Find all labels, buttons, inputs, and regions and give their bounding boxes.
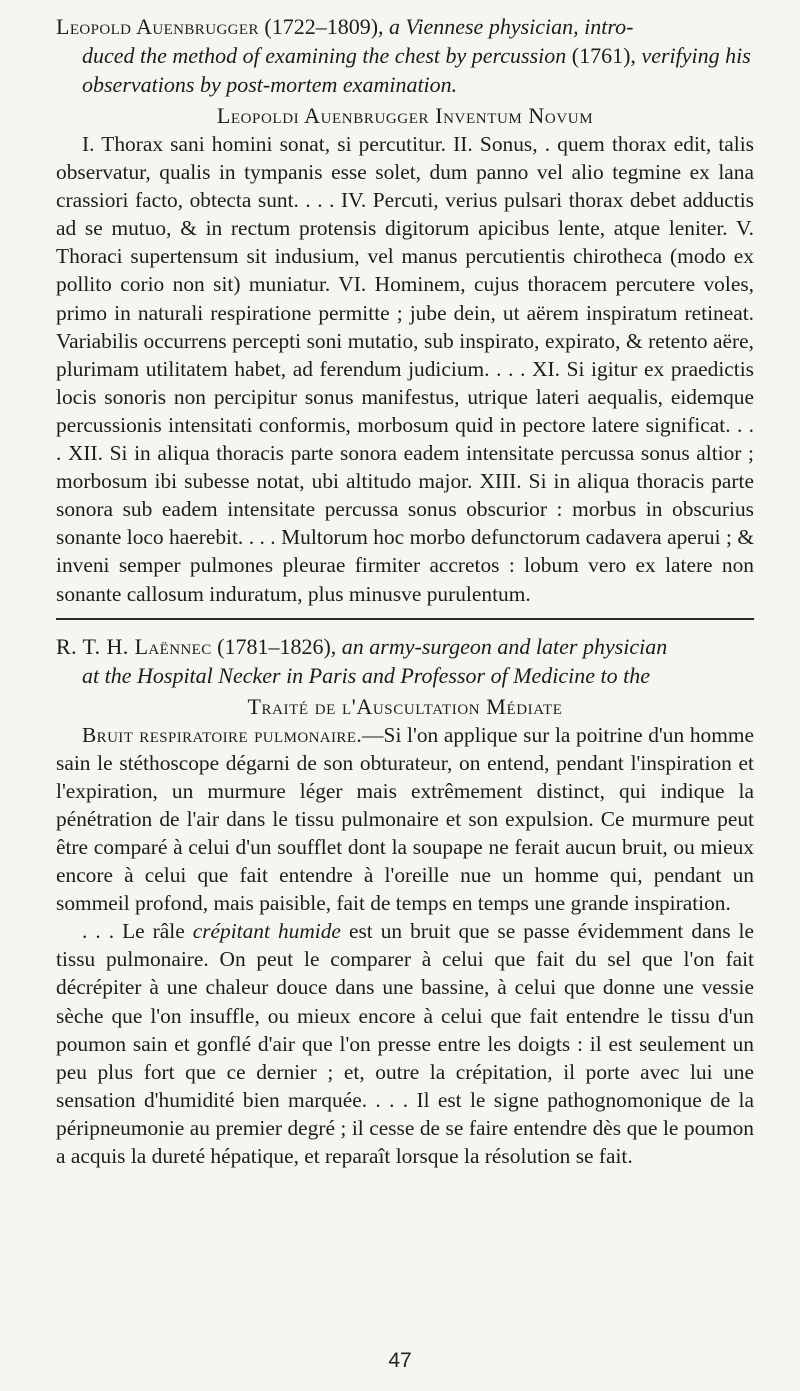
author-description-end: verifying his observations by post-mortem examination. [82, 43, 751, 97]
author-description: an army-surgeon and later physician [341, 633, 668, 659]
french-paragraph-1 [56, 721, 754, 918]
paragraph-italic-term: crépitant humide [192, 919, 341, 944]
paragraph-start: . . . Le râle [82, 919, 185, 944]
latin-passage: I. Thorax sani homini sonat, si percutitur. II. Sonus, . quem thorax edit, talis observatur, qualis in tympanis esse solet, dum panno vel alio tegmine ex lana crassiori facto, obtecta sunt. . . . IV. Percuti, verius pulsari thorax debet adductis ad se mutuo, & in rectum protensis digitorum apicibus lente, atque leniter. V. Thoraci supertensum sit indusium, vel manus percutientis chirotheca (modo ex pollito corio non sit) muniatur. VI. Hominem, cujus thoracem percutere voles, primo in naturali respiratione permitte ; jube dein, ut aërem inspiratum retineat. Variabilis occurrens percepti soni mutatio, sub inspirato, expirato, & retento aëre, plurimam utilitatem habet, ad ferendum judicium. . . . XI. Si igitur ex praedictis locis sonoris non percipitur sonus manifestus, utrique lateri aequalis, eidemque percussionis intensitati conformis, morbosum quid in pectore latere significat. . . . XII. Si in aliqua thoracis parte sonora eadem intensitate percussa sonus altior ; morbosum ibi subesse notat, ubi altitudo major. XIII. Si in aliqua thoracis parte sonora sub eadem intensitate percussa sonus obscurior : morbus in obscurius sonante loco haerebit. . . . Multorum hoc morbo defunctorum cadavera aperui ; & inveni semper pulmones pleurae firmiter accretos : lobum vero ex latere non sonante callosum induratum, plus minusve purulentum. [56, 132, 754, 606]
section-divider [56, 618, 754, 620]
author-description-cont: duced the method of examining the chest by percussion [82, 43, 567, 68]
author-description: a Viennese physician, intro- [389, 14, 634, 39]
page-number: 47 [388, 1349, 412, 1372]
author-dates: (1722–1809), [264, 14, 384, 39]
work-title-traite: Traité de l'Auscultation Médiate [247, 693, 563, 719]
paragraph-lead: Bruit respiratoire pulmonaire. [82, 722, 363, 747]
discovery-year: (1761), [571, 43, 636, 68]
author-dates: (1781–1826), [217, 633, 337, 659]
french-paragraph-2 [56, 917, 754, 1170]
author-name: Leopold Auenbrugger [56, 14, 259, 39]
author-name: R. T. H. Laënnec [56, 633, 212, 659]
author-description-cont: at the Hospital Necker in Paris and Professor of Medicine to the [82, 662, 651, 688]
entry-header-laennec [56, 632, 754, 690]
entry-header-auenbrugger [56, 12, 754, 99]
paragraph-text: —Si l'on applique sur la poitrine d'un homme sain le stéthoscope dégarni de son obturateur, on entend, pendant l'inspiration et l'expiration, un murmure léger mais extrêmement distinct, qui indique la pénétration de l'air dans le tissu pulmonaire et son expulsion. Ce murmure peut être comparé à celui d'un soufflet dont la soupape ne ferait aucun bruit, ou mieux encore à celui que fait entendre à l'oreille nue un homme qui, pendant un sommeil profond, mais paisible, fait de temps en temps une grande inspiration. [56, 722, 754, 916]
work-title-inventum-novum: Leopoldi Auenbrugger Inventum Novum [216, 103, 594, 128]
page-content [56, 12, 754, 1170]
paragraph-text: est un bruit que se passe évidemment dans le tissu pulmonaire. On peut le comparer à celui que fait du sel que l'on fait décrépiter à une chaleur douce dans une bassine, à celui que donne une vessie sèche que l'on insuffle, ou mieux encore à celui que fait entendre le tissu d'un poumon sain et gonflé d'air que l'on presse entre les doigts : il est seulement un peu plus fort que ce dernier ; et, outre la crépitation, il porte avec lui une sensation d'humidité bien marquée. . . . Il est le signe pathognomonique de la péripneumonie au premier degré ; il cesse de se faire entendre dès que le poumon a acquis la dureté hépatique, et reparaît lorsque la résolution se fait. [56, 919, 754, 1168]
